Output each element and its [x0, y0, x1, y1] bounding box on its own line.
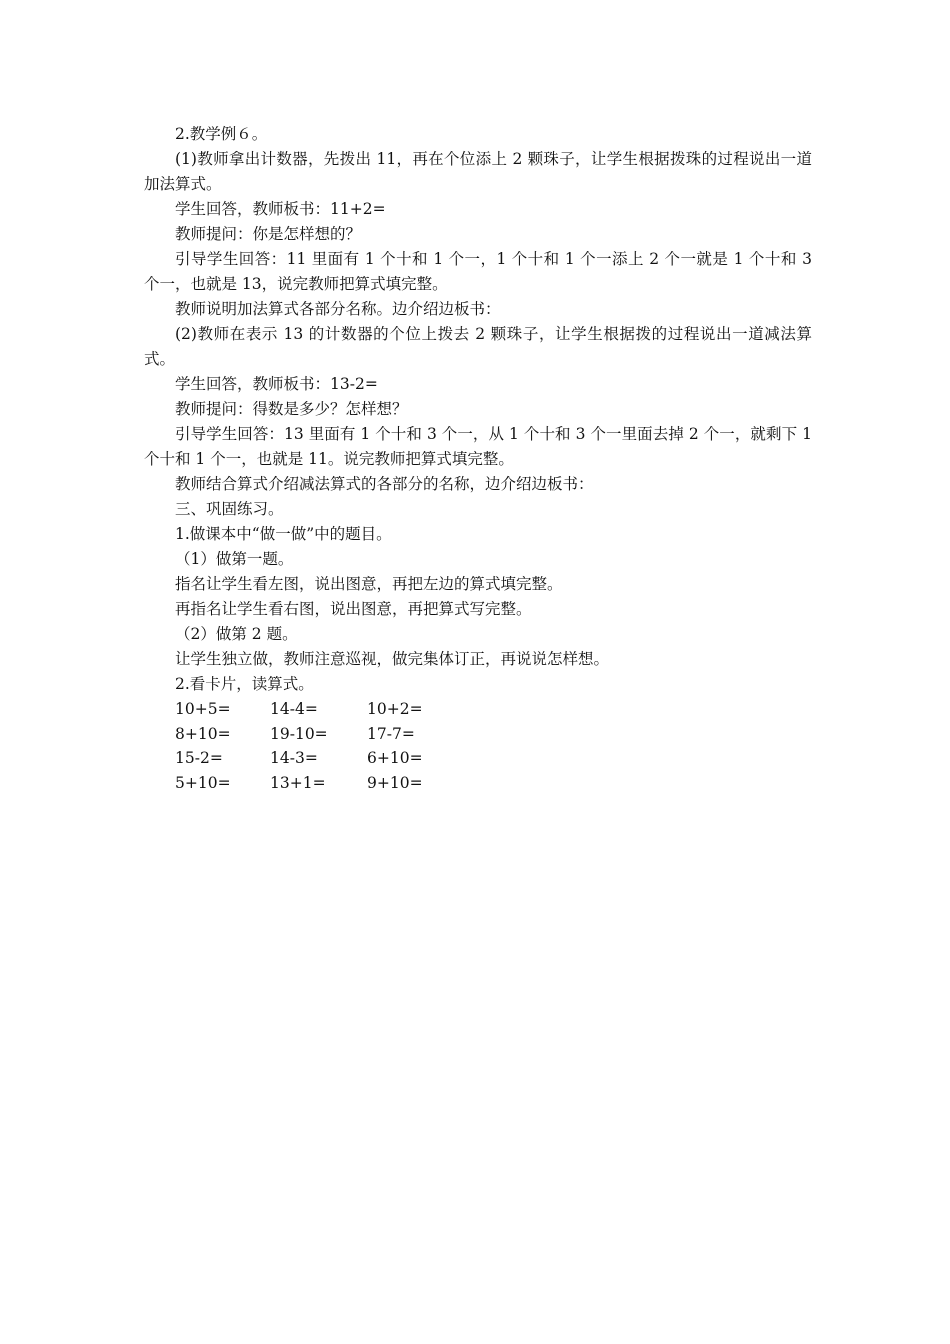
- section-heading-practice: 三、巩固练习。: [175, 500, 284, 518]
- paragraph-right-picture: 再指名让学生看右图，说出图意，再把算式写完整。: [175, 600, 532, 618]
- calculation-cell: 6+10=: [367, 749, 423, 767]
- table-row: [175, 771, 467, 796]
- calculation-cell: 15-2=: [175, 749, 223, 767]
- calculation-cell: 5+10=: [175, 773, 231, 792]
- section-heading-example-6: 2.教学例６。: [175, 125, 268, 143]
- table-row: [175, 697, 467, 722]
- paragraph-guide-answer-subtraction: 引导学生回答：13 里面有 1 个十和 3 个一，从 1 个十和 3 个一里面去掉 2 个一，就剩下 1 个十和 1 个一，也就是 11。说完教师把算式填完整。: [144, 425, 812, 468]
- paragraph-exercise-1-part-2: （2）做第 2 题。: [175, 625, 298, 643]
- calculation-cards-table: [175, 697, 467, 795]
- paragraph-teacher-question-1: 教师提问：你是怎样想的？: [175, 225, 362, 243]
- paragraph-subtraction-terms: 教师结合算式介绍减法算式的各部分的名称，边介绍边板书：: [175, 475, 594, 493]
- table-row: [175, 722, 467, 747]
- paragraph-teacher-question-2: 教师提问：得数是多少？怎样想？: [175, 400, 408, 418]
- paragraph-addition-terms: 教师说明加法算式各部分名称。边介绍边板书：: [175, 300, 501, 318]
- calculation-cell: 17-7=: [367, 724, 415, 743]
- calculation-cell: 13+1=: [270, 773, 326, 792]
- paragraph-exercise-1-part-1: （1）做第一题。: [175, 550, 294, 568]
- paragraph-counter-addition: (1)教师拿出计数器，先拨出 11，再在个位添上 2 颗珠子，让学生根据拨珠的过程说出一道加法算式。: [144, 150, 812, 193]
- calculation-cell: 9+10=: [367, 773, 423, 792]
- calculation-cell: 19-10=: [270, 724, 328, 743]
- paragraph-counter-subtraction: (2)教师在表示 13 的计数器的个位上拨去 2 颗珠子，让学生根据拨的过程说出一道减法算式。: [144, 325, 812, 368]
- paragraph-board-subtraction: 学生回答，教师板书：13-2=: [175, 375, 378, 393]
- calculation-cell: 8+10=: [175, 724, 231, 743]
- table-row: [175, 746, 467, 771]
- lesson-plan-body: [144, 122, 812, 795]
- paragraph-board-addition: 学生回答，教师板书：11+2=: [175, 200, 386, 218]
- calculation-cell: 14-4=: [270, 700, 318, 718]
- paragraph-exercise-1: 1.做课本中“做一做”中的题目。: [175, 525, 392, 543]
- paragraph-guide-answer-addition: 引导学生回答：11 里面有 1 个十和 1 个一，1 个十和 1 个一添上 2 个一就是 1 个十和 3 个一，也就是 13，说完教师把算式填完整。: [144, 250, 812, 293]
- paragraph-exercise-2: 2.看卡片，读算式。: [175, 675, 314, 693]
- calculation-cell: 10+5=: [175, 700, 231, 718]
- calculation-cell: 14-3=: [270, 749, 318, 767]
- calculation-cell: 10+2=: [367, 700, 423, 718]
- paragraph-left-picture: 指名让学生看左图，说出图意，再把左边的算式填完整。: [175, 575, 563, 593]
- paragraph-independent-work: 让学生独立做，教师注意巡视，做完集体订正，再说说怎样想。: [175, 650, 610, 668]
